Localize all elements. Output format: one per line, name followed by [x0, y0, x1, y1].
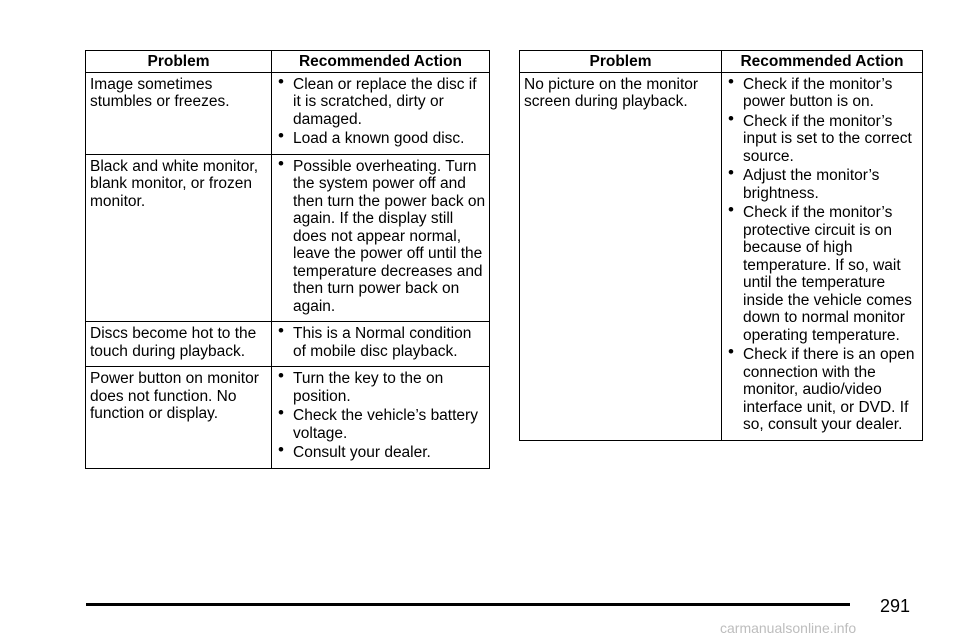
action-item: • Check the vehicle’s battery voltage.: [278, 403, 478, 442]
table-row: [86, 322, 490, 367]
action-item: • Check if the monitor’s power button is on.: [728, 71, 893, 110]
page-number: 291: [880, 596, 911, 616]
action-item: • Adjust the monitor’s brightness.: [728, 163, 880, 202]
problem-cell: No picture on the monitor screen during playback.: [520, 72, 722, 440]
action-item: • Clean or replace the disc if it is scratched, dirty or damaged.: [278, 71, 477, 128]
action-item: • Possible overheating. Turn the system power off and then turn the power back on again. If the display still does not appear normal, leave the power off until the temperature decreases and then turn power back on again.: [278, 153, 486, 315]
table-row: [86, 72, 490, 154]
action-item: • Consult your dealer.: [278, 440, 431, 461]
table-row: [86, 367, 490, 469]
action-item: • Check if the monitor’s protective circuit is on because of high temperature. If so, wait until the temperature inside the vehicle comes down to normal monitor operating temperature.: [728, 200, 912, 344]
action-item: • Check if the monitor’s input is set to the correct source.: [728, 108, 912, 165]
header-recommended-action: Recommended Action: [722, 51, 923, 73]
problem-cell: Image sometimes stumbles or freezes.: [86, 72, 272, 154]
action-list: [276, 366, 486, 462]
troubleshooting-table-left: [85, 50, 490, 469]
table-row: [520, 72, 923, 440]
header-recommended-action: Recommended Action: [272, 51, 490, 73]
action-cell: [272, 72, 490, 154]
bullet-icon: •: [278, 71, 284, 91]
bullet-icon: •: [278, 403, 284, 422]
table-row: [86, 154, 490, 322]
action-list: [276, 321, 486, 360]
troubleshooting-table-right: [519, 50, 923, 441]
action-cell: [722, 72, 923, 440]
action-item: • Turn the key to the on position.: [278, 366, 444, 405]
action-cell: [272, 154, 490, 322]
bullet-icon: •: [278, 126, 284, 145]
action-cell: [272, 322, 490, 367]
action-item: • Load a known good disc.: [278, 126, 465, 147]
bullet-icon: •: [728, 342, 734, 361]
bullet-icon: •: [728, 163, 734, 182]
action-item: • This is a Normal condition of mobile disc playback.: [278, 321, 472, 360]
bullet-icon: •: [728, 108, 734, 128]
problem-cell: Black and white monitor, blank monitor, or frozen monitor.: [86, 154, 272, 322]
table-header-row: [520, 51, 923, 73]
problem-cell: Power button on monitor does not function. No function or display.: [86, 367, 272, 469]
problem-cell: Discs become hot to the touch during playback.: [86, 322, 272, 367]
action-list: [726, 71, 919, 434]
bullet-icon: •: [728, 71, 734, 91]
action-item: • Check if there is an open connection with the monitor, audio/video interface unit, or DVD. If so, consult your dealer.: [728, 342, 915, 433]
header-problem: Problem: [520, 51, 722, 73]
bullet-icon: •: [278, 153, 284, 173]
header-problem: Problem: [86, 51, 272, 73]
footer-rule: [86, 603, 850, 606]
bullet-icon: •: [278, 321, 284, 340]
watermark: carmanualsonline.info: [720, 620, 857, 636]
bullet-icon: •: [278, 366, 284, 385]
action-list: [276, 153, 486, 316]
table-header-row: [86, 51, 490, 73]
action-cell: [272, 367, 490, 469]
bullet-icon: •: [728, 200, 734, 219]
bullet-icon: •: [278, 440, 284, 459]
action-list: [276, 71, 486, 148]
